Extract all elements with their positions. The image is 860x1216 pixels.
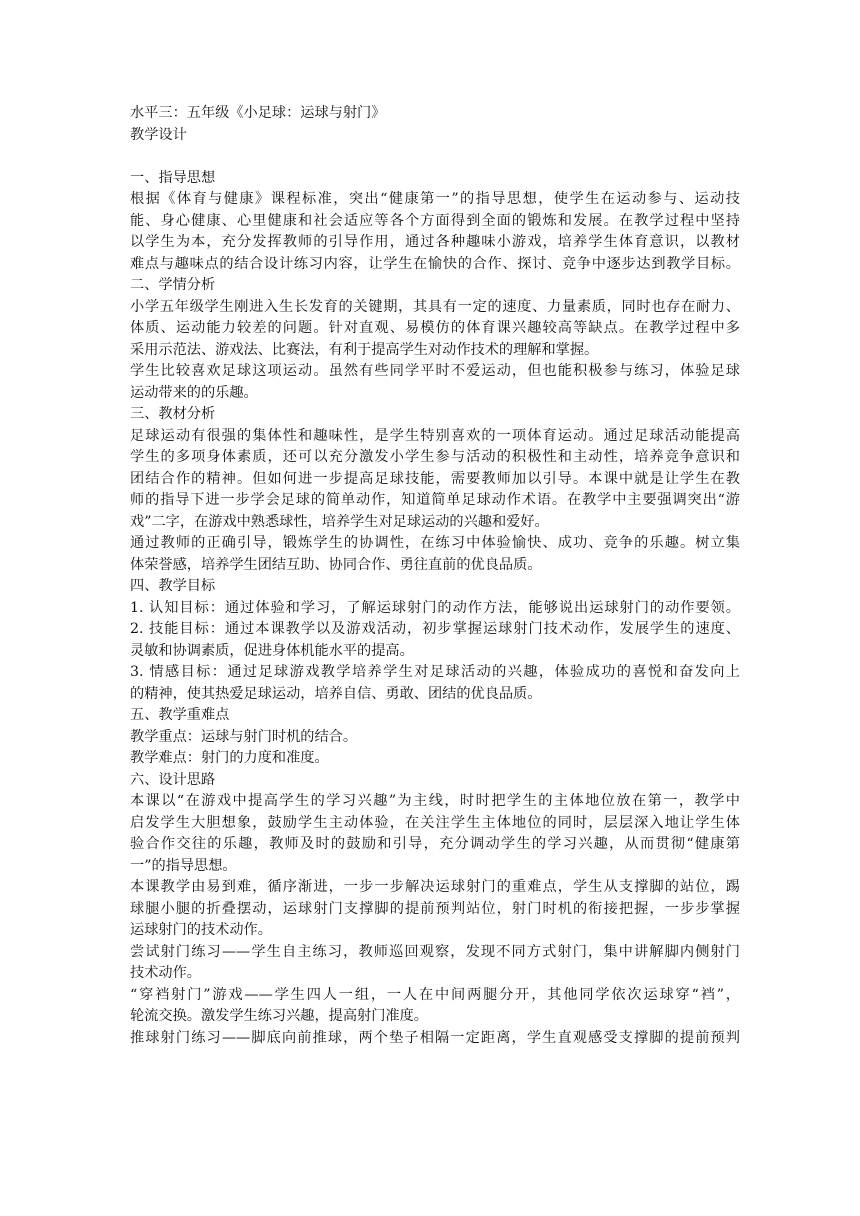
- paragraph-line: 推球射门练习——脚底向前推球，两个垫子相隔一定距离，学生直观感受支撑脚的提前预判: [130, 1029, 740, 1046]
- section-heading: 一、指导思想: [130, 169, 216, 186]
- paragraph-line: 采用示范法、游戏法、比赛法，有利于提高学生对动作技术的理解和掌握。: [130, 341, 599, 358]
- document-subtitle: 教学设计: [130, 126, 187, 143]
- paragraph-line: 技术动作。: [130, 965, 201, 981]
- document-title: 水平三：五年级《小足球：运球与射门》: [130, 105, 386, 121]
- section-heading: 三、教材分析: [130, 406, 216, 422]
- document-body: [130, 168, 740, 1050]
- paragraph-line: 轮流交换。激发学生练习兴趣，提高射门准度。: [130, 1008, 428, 1024]
- section: [130, 705, 740, 770]
- paragraph-line: 验合作交往的乐趣，教师及时的鼓励和引导，充分调动学生的学习兴趣，从而贯彻“健康第: [130, 836, 740, 852]
- paragraph-line: 团结合作的精神。但如何进一步提高足球技能，需要教师加以引导。本课中就是让学生在教: [130, 470, 740, 487]
- section-heading: 二、学情分析: [130, 277, 216, 293]
- paragraph-line: 的精神，使其热爱足球运动，培养自信、勇敢、团结的优良品质。: [130, 685, 542, 702]
- section: [130, 275, 740, 404]
- paragraph-line: 运球射门的技术动作。: [130, 922, 272, 938]
- section-heading: 六、设计思路: [130, 771, 216, 788]
- paragraph-line: 灵敏和协调素质，促进身体机能水平的提高。: [130, 642, 414, 659]
- paragraph-line: 教学重点：运球与射门时机的结合。: [130, 728, 358, 745]
- paragraph-line: 师的指导下进一步学会足球的简单动作，知道简单足球动作术语。在教学中主要强调突出“游: [130, 492, 740, 508]
- paragraph-line: 2. 技能目标：通过本课教学以及游戏活动，初步掌握运球射门技术动作，发展学生的速度、: [130, 621, 740, 637]
- paragraph-line: 体质、运动能力较差的问题。针对直观、易模仿的体育课兴趣较高等缺点。在教学过程中多: [130, 320, 740, 336]
- paragraph-line: 能、身心健康、心里健康和社会适应等各个方面得到全面的锻炼和发展。在教学过程中坚持: [130, 212, 740, 229]
- paragraph-line: 足球运动有很强的集体性和趣味性，是学生特别喜欢的一项体育运动。通过足球活动能提高: [130, 427, 740, 444]
- paragraph-line: 尝试射门练习——学生自主练习，教师巡回观察，发现不同方式射门，集中讲解脚内侧射门: [130, 943, 740, 960]
- paragraph-line: 根据《体育与健康》课程标准，突出“健康第一”的指导思想，使学生在运动参与、运动技: [130, 191, 740, 207]
- paragraph-line: 启发学生大胆想象，鼓励学生主动体验，在关注学生主体地位的同时，层层深入地让学生体: [130, 814, 740, 831]
- paragraph-line: 难点与趣味点的结合设计练习内容，让学生在愉快的合作、探讨、竞争中逐步达到教学目标。: [130, 255, 740, 272]
- paragraph-line: 一”的指导思想。: [130, 857, 237, 874]
- section: [130, 168, 740, 276]
- paragraph-line: 教学难点：射门的力度和准度。: [130, 750, 329, 766]
- paragraph-line: 体荣誉感，培养学生团结互助、协同合作、勇往直前的优良品质。: [130, 556, 542, 573]
- paragraph-line: 学生比较喜欢足球这项运动。虽然有些同学平时不爱运动，但也能积极参与练习，体验足球: [130, 363, 740, 379]
- paragraph-line: 球腿小腿的折叠摆动，运球射门支撑脚的提前预判站位，射门时机的衔接把握，一步步掌握: [130, 900, 740, 917]
- paragraph-line: 通过教师的正确引导，锻炼学生的协调性，在练习中体验愉快、成功、竞争的乐趣。树立集: [130, 535, 740, 551]
- section: [130, 404, 740, 576]
- document-page: [130, 103, 740, 1049]
- paragraph-line: 本课教学由易到难，循序渐进，一步一步解决运球射门的重难点，学生从支撑脚的站位，踢: [130, 879, 740, 895]
- section: [130, 770, 740, 1050]
- section-heading: 五、教学重难点: [130, 707, 230, 723]
- paragraph-line: 1. 认知目标：通过体验和学习，了解运球射门的动作方法，能够说出运球射门的动作要领。: [130, 599, 740, 616]
- paragraph-line: 3. 情感目标：通过足球游戏教学培养学生对足球活动的兴趣，体验成功的喜悦和奋发向上: [130, 664, 740, 680]
- paragraph-line: 学生的多项身体素质，还可以充分激发小学生参与活动的积极性和主动性，培养竞争意识和: [130, 449, 740, 465]
- section-heading: 四、教学目标: [130, 578, 216, 594]
- paragraph-line: 戏”二字，在游戏中熟悉球性，培养学生对足球运动的兴趣和爱好。: [130, 513, 549, 530]
- section: [130, 576, 740, 705]
- paragraph-line: 以学生为本，充分发挥教师的引导作用，通过各种趣味小游戏，培养学生体育意识，以教材: [130, 234, 740, 250]
- paragraph-line: 运动带来的的乐趣。: [130, 384, 258, 401]
- paragraph-line: “穿裆射门”游戏——学生四人一组，一人在中间两腿分开，其他同学依次运球穿“裆”，: [130, 986, 740, 1003]
- blank-line: [130, 146, 740, 168]
- paragraph-line: 小学五年级学生刚进入生长发育的关键期，其具有一定的速度、力量素质，同时也存在耐力、: [130, 298, 740, 315]
- paragraph-line: 本课以“在游戏中提高学生的学习兴趣”为主线，时时把学生的主体地位放在第一，教学中: [130, 793, 740, 809]
